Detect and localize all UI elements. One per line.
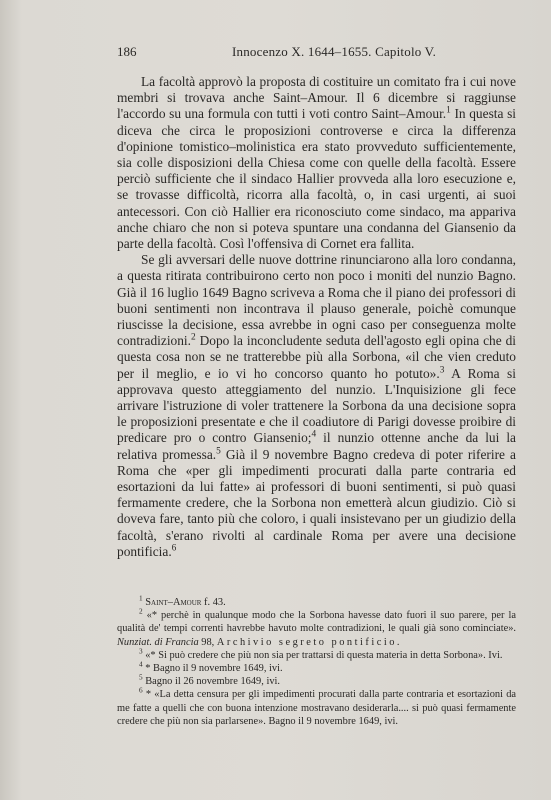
footnote (117, 596, 516, 609)
footnote-number: 3 (139, 647, 143, 656)
footnotes (117, 596, 516, 728)
paragraph (117, 252, 516, 560)
footnote (117, 688, 516, 728)
footnote-ref: 1 (446, 105, 451, 116)
footnote-ref: 4 (311, 430, 317, 440)
footnote-archive: Archivio segreto pontificio (216, 636, 397, 648)
footnote-text: * «La detta censura per gli impedimenti procurati dalla parte contraria et esortazioni da me fatte a quelli che con buona intenzione mostravano desiderarla.... si può quasi fermamente credere che più non sia parlarsene». Bagno il 9 novembre 1649, ivi. (117, 689, 516, 727)
paragraph (117, 74, 516, 252)
paragraph-text: La facoltà approvò la proposta di costituire un comitato fra i cui nove membri si trovava anche Saint–Amour. Il 6 dicembre si raggiunse l'accordo su una formula con tutti i voti contro Saint–Amour. (117, 74, 516, 122)
footnote-text: f. 43. (201, 597, 226, 608)
paragraph-text: il nunzio ottenne anche da lui la relativa promessa. (117, 430, 516, 462)
footnote-ref: 6 (171, 543, 177, 554)
page-number: 186 (117, 44, 137, 59)
footnote-number: 6 (139, 686, 143, 695)
footnote-text: 98, (198, 636, 217, 648)
page-header (117, 44, 495, 60)
footnote-number: 2 (139, 607, 143, 616)
main-text (117, 74, 516, 560)
footnote (117, 662, 516, 675)
footnote-ref: 5 (216, 446, 221, 457)
footnote-ref: 2 (191, 332, 196, 343)
footnote-text: «* perchè in qualunque modo che la Sorbona havesse dato fuori il suo parere, per la qualità de' tempi correnti havrebbe havuto molte contradizioni, le quali già sono cominciate». (117, 610, 516, 635)
paragraph-text: Se gli avversari delle nuove dottrine rinunciarono alla loro condanna, a questa ritirata contribuirono certo non poco i moniti del nunzio Bagno. Già il 16 luglio 1649 Bagno scriveva a Roma che il piano dei professori di buoni sentimenti non incontrava il plauso generale, poichè comunque riuscisse la decisione, essa avrebbe in ogni caso per conseguenza molte contradizioni. (117, 252, 516, 349)
footnote (117, 649, 516, 662)
footnote-text: Bagno il 26 novembre 1649, ivi. (142, 676, 281, 688)
footnote-text: . (396, 636, 400, 648)
footnote-source: Nunziat. di Francia (117, 636, 199, 648)
footnote-number: 4 (139, 660, 143, 669)
footnote-number: 1 (139, 594, 143, 603)
footnote (117, 675, 516, 688)
footnote-text: «* Si può credere che più non sia per trattarsi di questa materia in detta Sorbona». Ivi. (142, 649, 503, 661)
paragraph-text: Già il 9 novembre Bagno credeva di poter riferire a Roma che «per gli impedimenti procurati dalla parte contraria ed esortazioni da lui fatte» ai professori di buoni sentimenti, si può quasi fermamente credere, che la Sorbona non emetterà alcun giudizio. Ciò si doveva fare, tanto più che coloro, i quali insistevano per un giudizio della facoltà, s'erano rivolti al cardinale Roma per avere una decisione pontificia. (117, 446, 516, 559)
footnote-number: 5 (139, 673, 143, 682)
footnote-author: Saint–Amour (145, 597, 202, 608)
footnote-ref: 3 (439, 365, 445, 376)
running-title: Innocenzo X. 1644–1655. Capitolo V. (232, 44, 437, 59)
footnote (117, 609, 516, 649)
paragraph-text: Dopo la inconcludente seduta dell'agosto egli opina che di questa cosa non se ne tratterebbe più alla Sorbona, «il che vien creduto per il meglio, e io vi ho concorso quanto ho potuto». (117, 333, 516, 381)
paragraph-text: In questa si diceva che circa le proposizioni controverse e circa la differenza d'opinione tomistico–molinistica era stato provveduto sufficientemente, sia colle disposizioni della Chiesa come con quelle della facoltà. Essere perciò sufficiente che il sindaco Hallier provveda alla loro esecuzione e, se trovasse difficoltà, ricorra alla facoltà, o, in casi urgenti, ai suoi antecessori. Con ciò Hallier era riconosciuto come sindaco, ma appariva anche chiaro che non si poteva spuntare una condanna del Giansenio da parte della facoltà. Così l'offensiva di Cornet era fallita. (117, 106, 516, 252)
footnote-text: * Bagno il 9 novembre 1649, ivi. (142, 663, 283, 675)
paragraph-text: A Roma si approvava questo atteggiamento del nunzio. L'Inquisizione gli fece arrivare l'istruzione di voler trattenere la Sorbona da una decisione sopra le proposizioni presentate e che il coadiutore di Parigi dovesse proibire di predicare pro o contro Giansenio; (117, 365, 516, 446)
